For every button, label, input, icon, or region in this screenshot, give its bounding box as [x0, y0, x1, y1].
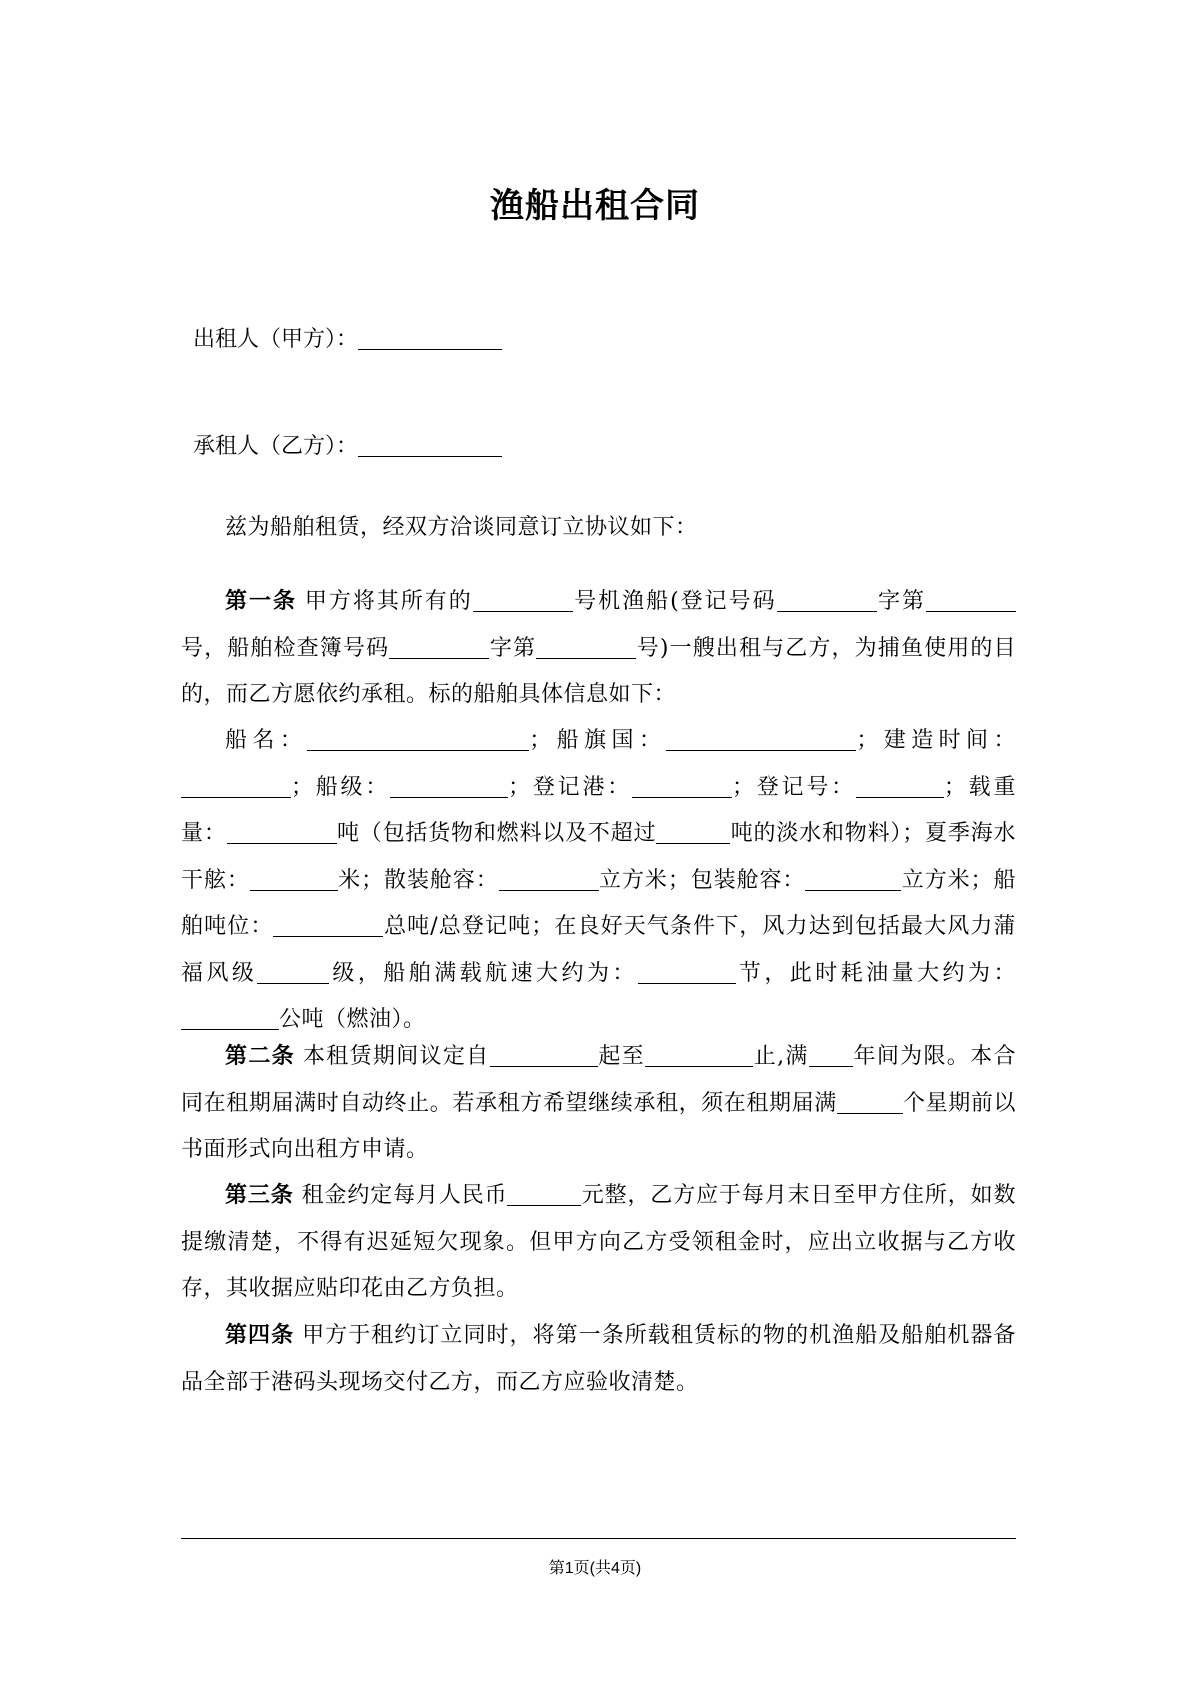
regno-label: ；登记号：	[732, 774, 856, 800]
footer-divider	[181, 1538, 1016, 1539]
article-2	[181, 1033, 1016, 1174]
speed-label: 级，船舶满载航速大约为：	[329, 960, 638, 986]
article-2-text: 年间为限。本合同在租期届满时自动终止。若承租方希望继续承租，须在租期届满	[181, 1044, 1016, 1116]
lessee-label: 承租人（乙方）：	[193, 434, 359, 459]
dwt-label: 载重量：	[181, 774, 1016, 846]
bulk-label: 米；散装舱容：	[337, 867, 499, 893]
class-label: ；船级：	[291, 774, 391, 800]
dwt-text: 吨的淡水和物料）；	[730, 821, 925, 846]
vessel-name-blank[interactable]	[307, 724, 529, 751]
bulk-blank[interactable]	[499, 864, 599, 891]
preamble: 兹为船舶租赁，经双方洽谈同意订立协议如下：	[225, 515, 698, 540]
registration-number-blank[interactable]	[926, 585, 1016, 612]
article-4-text: 甲方于租约订立同时，将第一条所载租赁标的物的机渔船及船舶机器备品全部于港码头现场交付乙方，而乙方应验收清楚。	[181, 1323, 1016, 1395]
lessor-label: 出租人（甲方）：	[193, 327, 359, 352]
inspection-code-blank[interactable]	[389, 632, 489, 659]
fuel-text: 公吨（燃油）。	[279, 1007, 426, 1032]
dwt-text: 吨（包括货物和燃料以及不超过	[336, 821, 657, 846]
fuel-blank[interactable]	[181, 1003, 279, 1030]
tonnage-label: 立方米；船舶吨位：	[181, 867, 1016, 939]
freeboard-label: 夏季海水干舷：	[181, 821, 1016, 893]
article-3-text: 租金约定每月人民币	[301, 1183, 508, 1208]
article-1-text: 字第	[876, 589, 926, 614]
lessee-blank[interactable]	[358, 430, 502, 457]
rent-amount-blank[interactable]	[507, 1179, 581, 1206]
start-date-blank[interactable]	[490, 1040, 598, 1067]
article-2-text: 止,满	[752, 1044, 809, 1069]
built-label: ；建造时间：	[856, 728, 1016, 753]
lessor-line	[193, 323, 502, 355]
port-label: ；登记港：	[508, 774, 632, 800]
freshwater-blank[interactable]	[656, 817, 730, 844]
inspection-number-blank[interactable]	[536, 632, 636, 659]
flag-label: ；船旗国：	[529, 728, 667, 753]
bale-label: 立方米；包装舱容：	[598, 867, 806, 893]
tonnage-blank[interactable]	[273, 910, 383, 937]
wind-label: 总吨/总登记吨；在良好天气条件下，风力达到包括最大风力蒲福风级	[181, 914, 1016, 986]
article-1-text: 号机渔船(登记号码	[572, 589, 777, 614]
article-2-text: 起至	[597, 1044, 645, 1069]
years-blank[interactable]	[809, 1040, 853, 1067]
separator: ；	[943, 774, 967, 800]
article-1-text: 号)一艘出租与乙方，为捕鱼使用的目的，而乙方愿依约承租。标的船舶具体信息如下：	[181, 635, 1016, 707]
flag-blank[interactable]	[666, 724, 856, 751]
vessel-number-blank[interactable]	[473, 585, 573, 612]
end-date-blank[interactable]	[645, 1040, 753, 1067]
article-2-text: 个星期前以书面形式向出租方申请。	[181, 1090, 1016, 1162]
weeks-blank[interactable]	[837, 1087, 903, 1114]
vessel-name-label: 船名：	[225, 728, 308, 753]
article-3	[181, 1172, 1016, 1313]
article-3-heading: 第三条	[225, 1182, 294, 1208]
article-4	[181, 1312, 1016, 1406]
dwt-blank[interactable]	[227, 817, 337, 844]
page-number: 第1页(共4页)	[548, 1560, 642, 1577]
article-2-heading: 第二条	[225, 1043, 295, 1069]
article-1-text: 字第	[489, 635, 537, 661]
class-blank[interactable]	[390, 771, 508, 798]
port-blank[interactable]	[632, 771, 732, 798]
bale-blank[interactable]	[805, 864, 901, 891]
registration-code-blank[interactable]	[777, 585, 877, 612]
speed-blank[interactable]	[638, 957, 736, 984]
built-blank[interactable]	[181, 771, 291, 798]
article-3-text: 元整，乙方应于每月末日至甲方住所，如数提缴清楚，不得有迟延短欠现象。但甲方向乙方受领租金时，应出立收据与乙方收存，其收据应贴印花由乙方负担。	[181, 1183, 1016, 1301]
wind-blank[interactable]	[257, 957, 329, 984]
document-title: 渔船出租合同	[490, 186, 700, 226]
article-1-text: 甲方将其所有的	[304, 589, 473, 614]
article-2-text: 本租赁期间议定自	[302, 1044, 490, 1069]
lessee-line	[193, 430, 502, 462]
article-1-text: 号，船舶检查簿号码	[181, 635, 390, 661]
fuel-label: 节，此时耗油量大约为：	[735, 960, 1016, 986]
article-1	[181, 578, 1016, 719]
freeboard-blank[interactable]	[250, 864, 338, 891]
article-4-heading: 第四条	[225, 1322, 295, 1348]
lessor-blank[interactable]	[358, 323, 502, 350]
regno-blank[interactable]	[856, 771, 944, 798]
vessel-details	[181, 718, 1016, 1044]
article-1-heading: 第一条	[225, 588, 297, 614]
